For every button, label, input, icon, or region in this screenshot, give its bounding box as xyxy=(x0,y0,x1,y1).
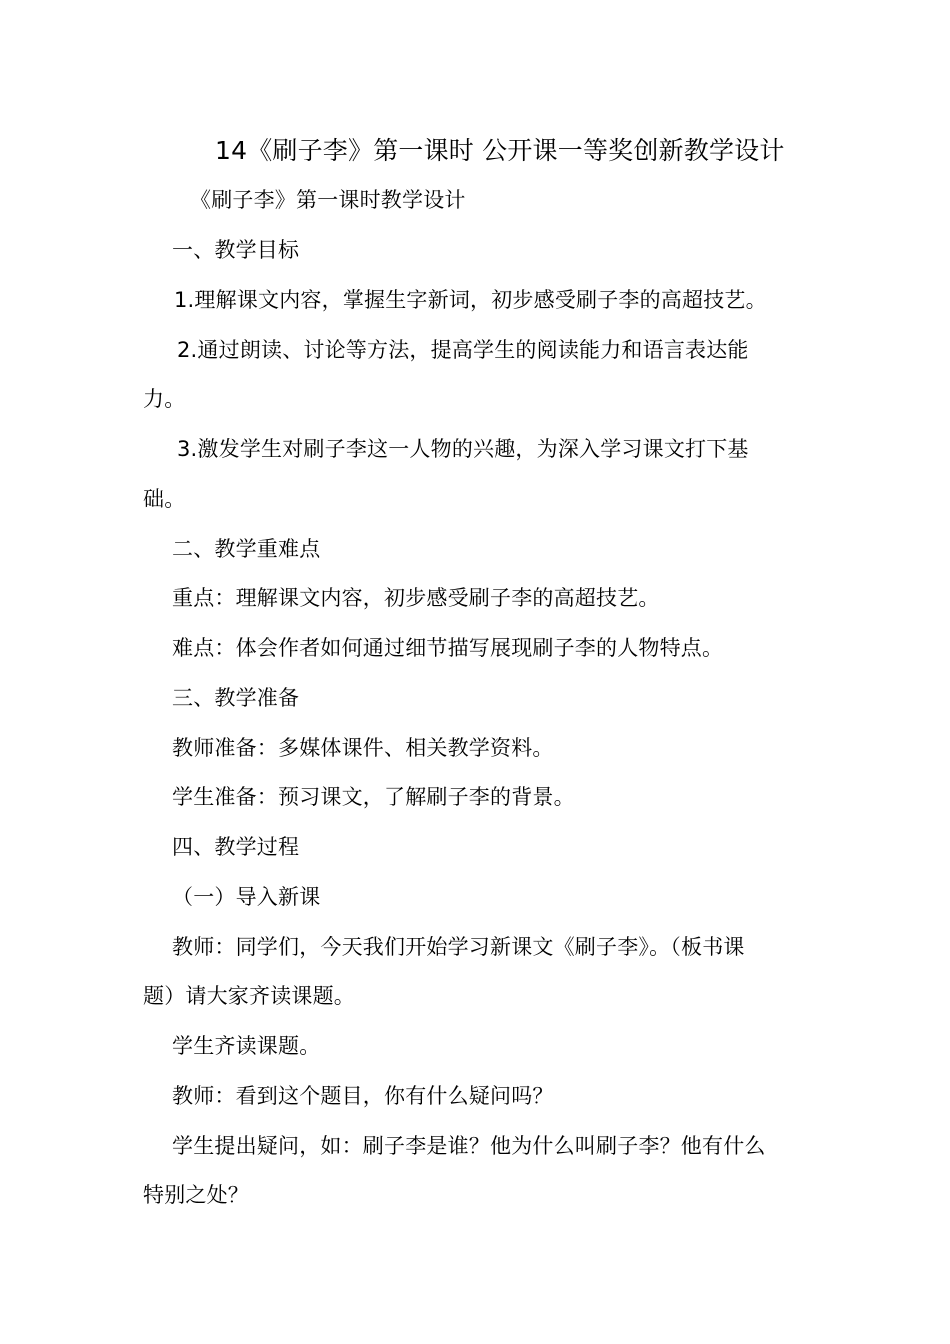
teacher-prep-text: 教师准备：多媒体课件、相关教学资料。 xyxy=(172,736,554,760)
goal-item-2-line-2: 力。 xyxy=(143,387,186,411)
sub-heading-intro: （一）导入新课 xyxy=(172,885,321,909)
document-title: 14《刷子李》第一课时 公开课一等奖创新教学设计 xyxy=(215,136,785,165)
paragraph-1-line-1: 教师：同学们，今天我们开始学习新课文《刷子李》。（板书课 xyxy=(172,935,745,959)
section-heading-key-points: 二、教学重难点 xyxy=(172,537,321,561)
paragraph-4-line-1: 学生提出疑问，如：刷子李是谁？他为什么叫刷子李？他有什么 xyxy=(172,1134,766,1158)
section-heading-process: 四、教学过程 xyxy=(172,835,300,859)
paragraph-2: 学生齐读课题。 xyxy=(172,1034,321,1058)
paragraph-4-line-2: 特别之处？ xyxy=(143,1183,249,1207)
goal-item-1: 1.理解课文内容，掌握生字新词，初步感受刷子李的高超技艺。 xyxy=(174,288,767,312)
section-heading-preparation: 三、教学准备 xyxy=(172,686,300,710)
goal-item-3-line-1: 3.激发学生对刷子李这一人物的兴趣，为深入学习课文打下基 xyxy=(177,437,749,461)
goal-item-2-line-1: 2.通过朗读、讨论等方法，提高学生的阅读能力和语言表达能 xyxy=(177,338,749,362)
paragraph-3: 教师：看到这个题目，你有什么疑问吗？ xyxy=(172,1084,554,1108)
section-heading-goals: 一、教学目标 xyxy=(172,238,300,262)
document-subtitle: 《刷子李》第一课时教学设计 xyxy=(190,188,466,212)
paragraph-1-line-2: 题）请大家齐读课题。 xyxy=(143,984,355,1008)
goal-item-3-line-2: 础。 xyxy=(143,487,186,511)
difficult-point-text: 难点：体会作者如何通过细节描写展现刷子李的人物特点。 xyxy=(172,636,724,660)
student-prep-text: 学生准备：预习课文，了解刷子李的背景。 xyxy=(172,785,575,809)
key-point-text: 重点：理解课文内容，初步感受刷子李的高超技艺。 xyxy=(172,586,660,610)
